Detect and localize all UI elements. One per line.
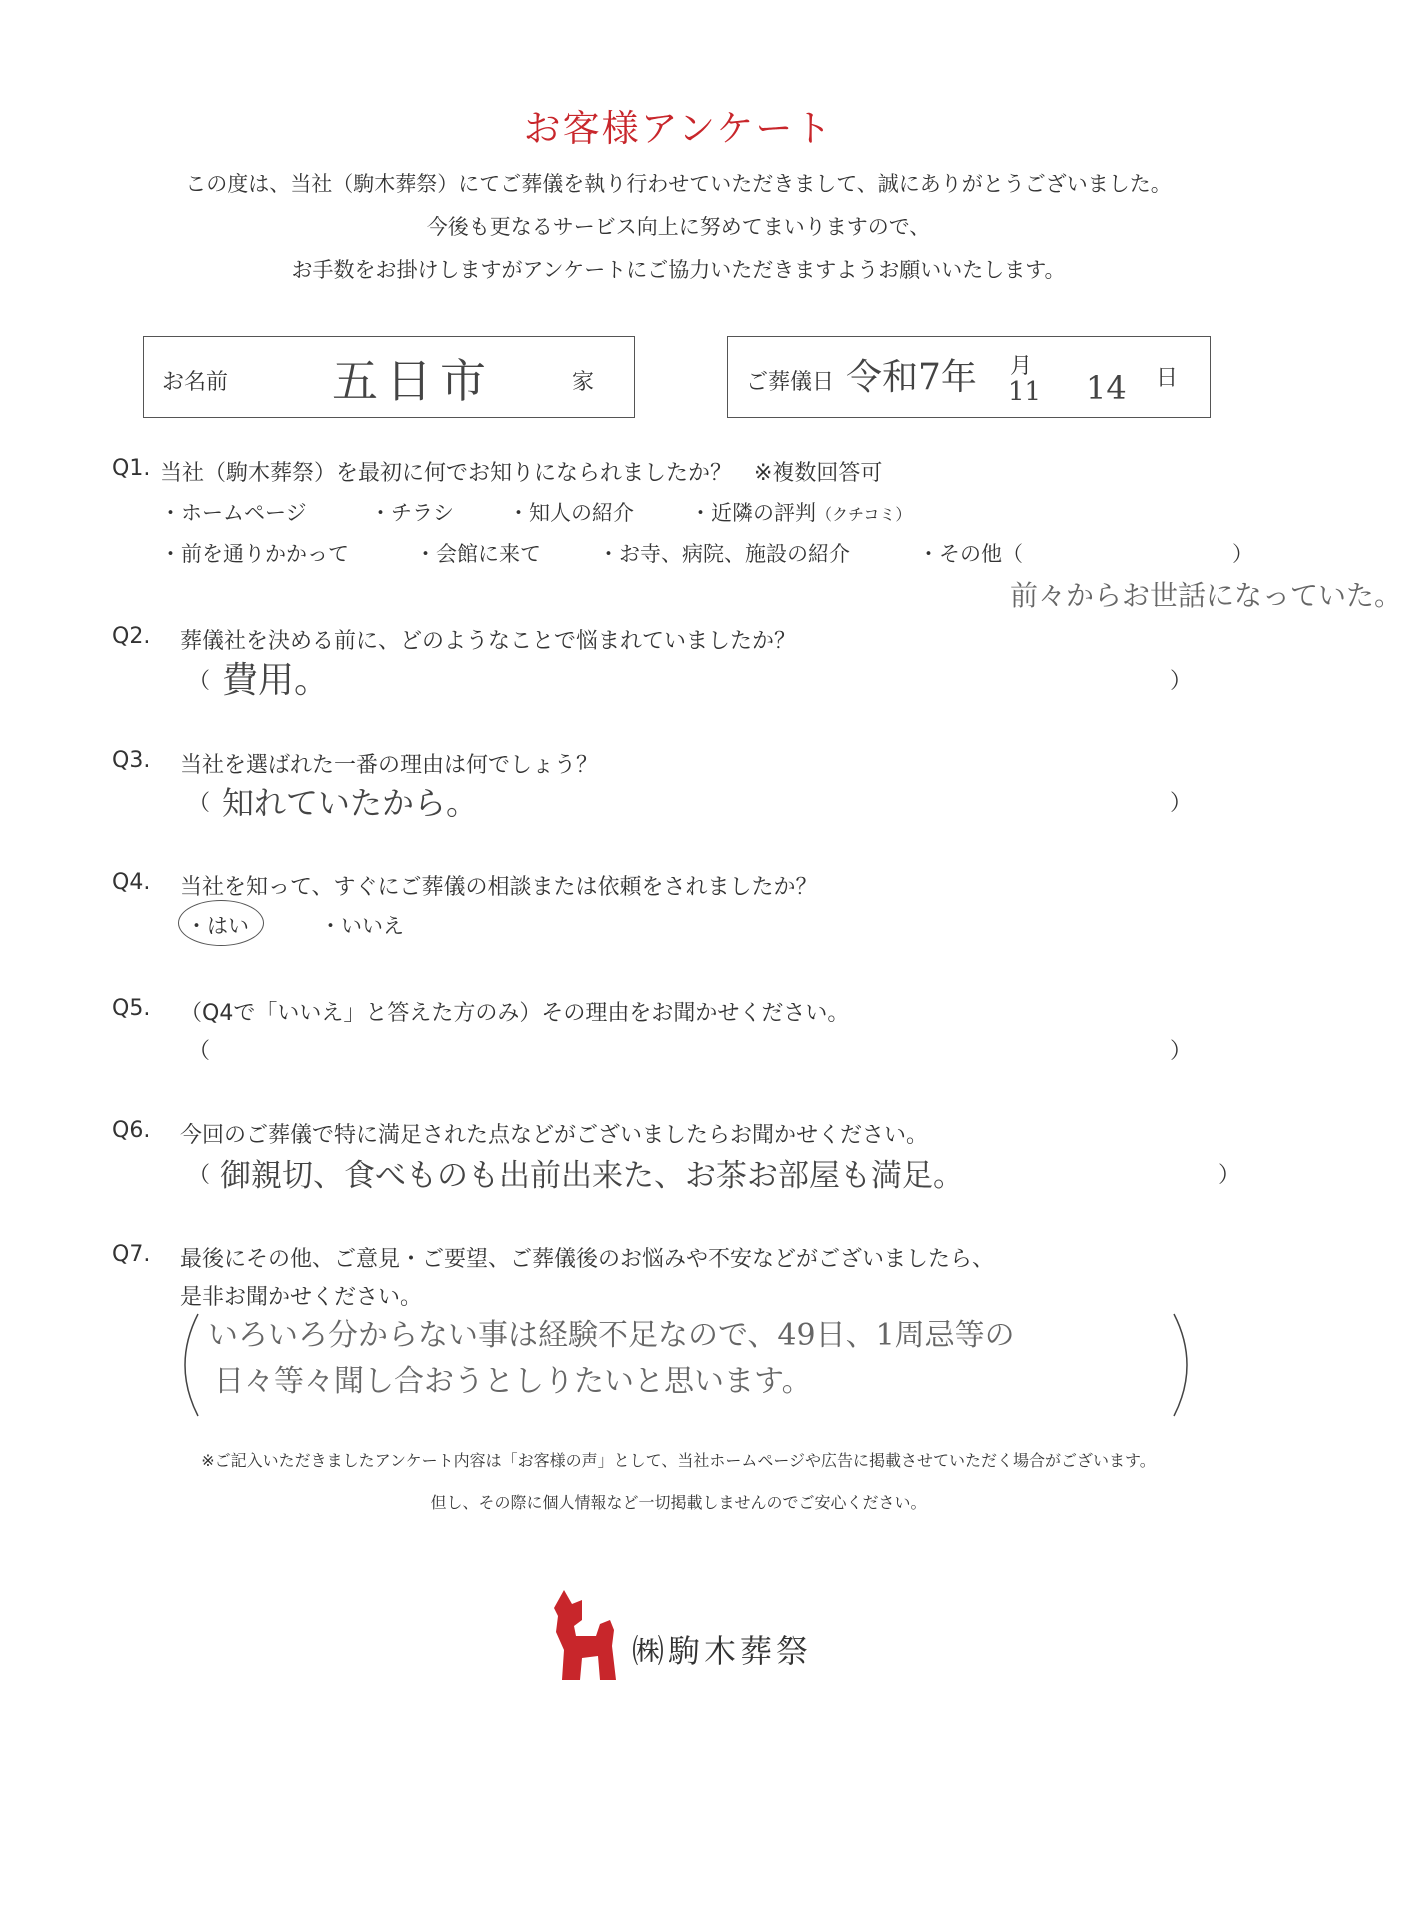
date-box[interactable] [727, 336, 1211, 418]
q4-number: Q4. [112, 870, 151, 895]
intro-line-2: 今後も更なるサービス向上に努めてまいりますので、 [426, 215, 931, 239]
q1-option-acquaintance[interactable]: ・知人の紹介 [508, 501, 634, 525]
date-day-label: 日 [1156, 366, 1179, 391]
q1-option-homepage[interactable]: ・ホームページ [160, 501, 307, 525]
date-day: 14 [1086, 369, 1127, 407]
q5-number: Q5. [112, 996, 151, 1021]
q6-answer: 御親切、食べものも出前出来た、お茶お部屋も満足。 [220, 1158, 964, 1194]
name-value: 五日市 [332, 354, 494, 408]
q1-option-flyer[interactable]: ・チラシ [370, 501, 454, 525]
q2-open-paren: （ [188, 669, 211, 694]
q7-close-bracket [1170, 1310, 1202, 1420]
name-box[interactable] [143, 336, 635, 418]
q2-number: Q2. [112, 624, 151, 649]
q5-open-paren: （ [188, 1039, 211, 1064]
q3-close-paren: ） [1170, 791, 1193, 816]
q6-close-paren: ） [1218, 1163, 1241, 1188]
q3-open-paren: （ [188, 791, 211, 816]
company-name: ㈱駒木葬祭 [632, 1632, 813, 1670]
q1-other-answer: 前々からお世話になっていた。 [1010, 579, 1402, 612]
q3-number: Q3. [112, 748, 151, 773]
q7-text-line-2: 是非お聞かせください。 [180, 1285, 423, 1310]
q4-option-no[interactable]: ・いいえ [320, 914, 404, 938]
horse-logo-icon [552, 1590, 618, 1682]
date-month: 11 [1008, 377, 1042, 407]
q4-option-yes[interactable]: ・はい [186, 914, 249, 938]
q6-number: Q6. [112, 1118, 151, 1143]
date-month-label: 月 [1010, 354, 1033, 379]
q4-yes-circle-mark [178, 900, 264, 946]
q5-close-paren: ） [1170, 1039, 1193, 1064]
name-suffix: 家 [572, 370, 595, 395]
q7-number: Q7. [112, 1242, 151, 1267]
intro-line-1: この度は、当社（駒木葬祭）にてご葬儀を執り行わせていただきまして、誠にありがとうございました。 [185, 172, 1172, 196]
survey-title: お客様アンケート [523, 107, 834, 150]
q1-option-other[interactable]: ・その他（ [918, 542, 1023, 566]
intro-line-3: お手数をお掛けしますがアンケートにご協力いただきますようお願いいたします。 [291, 258, 1066, 282]
q6-open-paren: （ [188, 1163, 211, 1188]
q2-answer: 費用。 [222, 660, 331, 701]
q1-option-hall-visit[interactable]: ・会館に来て [415, 542, 541, 566]
q1-text: 当社（駒木葬祭）を最初に何でお知りになられましたか？ ※複数回答可 [160, 461, 883, 486]
q7-open-bracket [170, 1310, 202, 1420]
q6-text: 今回のご葬儀で特に満足された点などがございましたらお聞かせください。 [180, 1123, 929, 1148]
q7-answer-line-1: いろいろ分からない事は経験不足なので、49日、1周忌等の [208, 1318, 1015, 1353]
q7-text-line-1: 最後にその他、ご意見・ご要望、ご葬儀後のお悩みや不安などがございましたら、 [180, 1247, 995, 1272]
q2-close-paren: ） [1170, 669, 1193, 694]
name-label: お名前 [162, 370, 229, 395]
q3-text: 当社を選ばれた一番の理由は何でしょう？ [180, 753, 599, 778]
q2-text: 葬儀社を決める前に、どのようなことで悩まれていましたか？ [180, 629, 797, 654]
q1-option-temple-hospital[interactable]: ・お寺、病院、施設の紹介 [598, 542, 850, 566]
q1-kuchikomi-note: （クチコミ） [816, 505, 912, 524]
q1-option-neighborhood[interactable] [690, 497, 911, 527]
q7-answer-line-2: 日々等々聞し合おうとしりたいと思います。 [214, 1364, 812, 1399]
q1-other-close-paren: ） [1232, 542, 1253, 566]
q1-number: Q1. [112, 456, 151, 481]
q1-option-passing-by[interactable]: ・前を通りかかって [160, 542, 349, 566]
q5-text: （Q4で「いいえ」と答えた方のみ）その理由をお聞かせください。 [180, 1001, 850, 1026]
date-label: ご葬儀日 [746, 370, 835, 395]
q1-option-neighborhood-label: ・近隣の評判 [690, 501, 816, 525]
q3-answer: 知れていたから。 [222, 784, 479, 822]
q4-text: 当社を知って、すぐにご葬儀の相談または依頼をされましたか？ [180, 875, 818, 900]
date-era: 令和7年 [846, 357, 977, 398]
disclaimer-line-2: 但し、その際に個人情報など一切掲載しませんのでご安心ください。 [430, 1493, 927, 1512]
disclaimer-line-1: ※ご記入いただきましたアンケート内容は「お客様の声」として、当社ホームページや広告に掲載させていただく場合がございます。 [201, 1451, 1156, 1470]
